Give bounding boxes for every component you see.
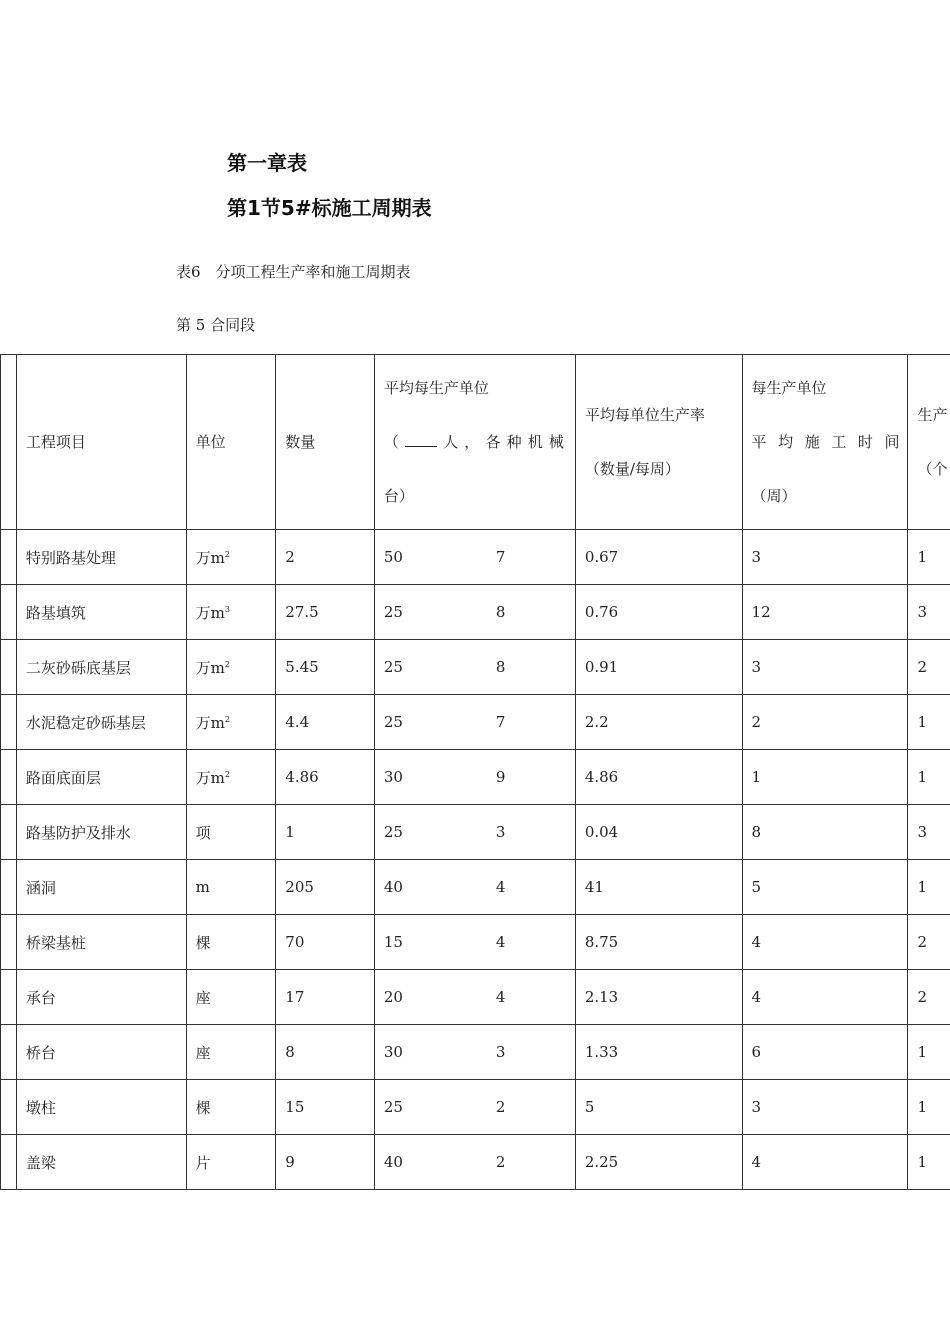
cell-last: 3 xyxy=(908,585,950,640)
stub-cell xyxy=(1,640,17,695)
header-quantity: 数量 xyxy=(276,355,375,530)
cell-unit xyxy=(186,915,276,970)
unit-text: 万m xyxy=(195,548,225,567)
cell-weeks: 5 xyxy=(742,860,908,915)
cell-people-machines xyxy=(374,695,575,750)
cell-item: 水泥稳定砂砾基层 xyxy=(16,695,186,750)
cell-quantity: 2 xyxy=(276,530,375,585)
stub-cell xyxy=(1,695,17,750)
unit-text: 座 xyxy=(195,988,211,1007)
unit-text: 座 xyxy=(195,1043,211,1062)
machine-count: 8 xyxy=(495,603,506,621)
header-time-line1: 每生产单位 xyxy=(751,379,827,397)
table-row xyxy=(1,915,950,970)
cell-unit xyxy=(186,1025,276,1080)
chapter-title: 第一章表 xyxy=(227,151,307,175)
people-count: 25 xyxy=(383,1098,403,1116)
machine-count: 7 xyxy=(495,713,506,731)
unit-superscript: 2 xyxy=(224,659,230,669)
cell-quantity: 17 xyxy=(276,970,375,1025)
cell-unit xyxy=(186,530,276,585)
unit-text: 片 xyxy=(195,1153,211,1172)
table-row xyxy=(1,640,950,695)
machine-count: 4 xyxy=(495,988,506,1006)
table-row xyxy=(1,1080,950,1135)
cell-item: 桥台 xyxy=(16,1025,186,1080)
cell-unit xyxy=(186,1135,276,1190)
cell-weeks: 6 xyxy=(742,1025,908,1080)
people-count: 20 xyxy=(383,988,403,1006)
cell-rate: 0.67 xyxy=(575,530,742,585)
cell-item: 涵洞 xyxy=(16,860,186,915)
header-last-line1: 生产 xyxy=(917,406,948,424)
cell-last: 1 xyxy=(908,1135,950,1190)
cell-weeks: 4 xyxy=(742,1135,908,1190)
cell-unit xyxy=(186,585,276,640)
people-count: 25 xyxy=(383,823,403,841)
cell-unit xyxy=(186,970,276,1025)
cell-item: 盖梁 xyxy=(16,1135,186,1190)
unit-text: 项 xyxy=(195,823,211,842)
people-count: 15 xyxy=(383,933,403,951)
cell-item: 路面底面层 xyxy=(16,750,186,805)
unit-text: 万m xyxy=(195,603,225,622)
cell-weeks: 4 xyxy=(742,970,908,1025)
header-time-line2: 平均施工时间 xyxy=(751,433,900,451)
header-item: 工程项目 xyxy=(16,355,186,530)
section-title: 第1节5#标施工周期表 xyxy=(227,196,432,220)
cell-people-machines xyxy=(374,1080,575,1135)
unit-text: 棵 xyxy=(195,1098,211,1117)
cell-rate: 4.86 xyxy=(575,750,742,805)
unit-superscript: 2 xyxy=(224,714,230,724)
unit-text: 棵 xyxy=(195,933,211,952)
cell-quantity: 5.45 xyxy=(276,640,375,695)
cell-unit xyxy=(186,750,276,805)
cell-rate: 0.91 xyxy=(575,640,742,695)
cell-last: 1 xyxy=(908,530,950,585)
people-count: 30 xyxy=(383,1043,403,1061)
unit-superscript: 3 xyxy=(224,604,230,614)
cell-last: 3 xyxy=(908,805,950,860)
people-count: 25 xyxy=(383,658,403,676)
cell-last: 2 xyxy=(908,915,950,970)
contract-section-label: 第 5 合同段 xyxy=(176,316,256,334)
cell-weeks: 3 xyxy=(742,640,908,695)
header-unit: 单位 xyxy=(186,355,276,530)
table-row xyxy=(1,750,950,805)
cell-weeks: 3 xyxy=(742,1080,908,1135)
unit-superscript: 2 xyxy=(224,549,230,559)
cell-rate: 0.76 xyxy=(575,585,742,640)
cell-weeks: 8 xyxy=(742,805,908,860)
cell-last: 1 xyxy=(908,1025,950,1080)
table-header-row xyxy=(1,355,950,530)
cell-people-machines xyxy=(374,915,575,970)
cell-item: 桥梁基桩 xyxy=(16,915,186,970)
stub-cell xyxy=(1,355,17,530)
cell-rate: 1.33 xyxy=(575,1025,742,1080)
cell-weeks: 3 xyxy=(742,530,908,585)
cell-quantity: 70 xyxy=(276,915,375,970)
stub-cell xyxy=(1,750,17,805)
cell-unit xyxy=(186,1080,276,1135)
cell-weeks: 4 xyxy=(742,915,908,970)
cell-quantity: 27.5 xyxy=(276,585,375,640)
cell-last: 2 xyxy=(908,970,950,1025)
table-caption: 表6 分项工程生产率和施工周期表 xyxy=(176,263,411,281)
header-avg-unit xyxy=(374,355,575,530)
stub-cell xyxy=(1,530,17,585)
header-last xyxy=(908,355,950,530)
cell-rate: 0.04 xyxy=(575,805,742,860)
cell-last: 1 xyxy=(908,1080,950,1135)
cell-weeks: 1 xyxy=(742,750,908,805)
header-time-line3: （周） xyxy=(751,487,797,505)
cell-people-machines xyxy=(374,1025,575,1080)
table-row xyxy=(1,805,950,860)
machine-count: 2 xyxy=(495,1153,506,1171)
machine-count: 4 xyxy=(495,878,506,896)
cell-weeks: 2 xyxy=(742,695,908,750)
stub-cell xyxy=(1,970,17,1025)
people-count: 50 xyxy=(383,548,403,566)
cell-last: 1 xyxy=(908,695,950,750)
cell-last: 2 xyxy=(908,640,950,695)
cell-people-machines xyxy=(374,750,575,805)
people-count: 25 xyxy=(383,603,403,621)
cell-quantity: 8 xyxy=(276,1025,375,1080)
unit-text: 万m xyxy=(195,658,225,677)
machine-count: 8 xyxy=(495,658,506,676)
cell-item: 路基填筑 xyxy=(16,585,186,640)
machine-count: 3 xyxy=(495,1043,506,1061)
header-avg-unit-line3: 台） xyxy=(383,487,414,505)
cell-people-machines xyxy=(374,1135,575,1190)
cell-quantity: 9 xyxy=(276,1135,375,1190)
cell-unit xyxy=(186,695,276,750)
cell-item: 二灰砂砾底基层 xyxy=(16,640,186,695)
stub-cell xyxy=(1,1135,17,1190)
cell-people-machines xyxy=(374,860,575,915)
cell-rate: 2.13 xyxy=(575,970,742,1025)
cell-rate: 2.25 xyxy=(575,1135,742,1190)
unit-text: m xyxy=(195,878,210,896)
cell-quantity: 205 xyxy=(276,860,375,915)
cell-rate: 8.75 xyxy=(575,915,742,970)
people-count: 25 xyxy=(383,713,403,731)
machine-count: 9 xyxy=(495,768,506,786)
header-last-line2: （个 xyxy=(917,460,948,478)
people-count: 40 xyxy=(383,878,403,896)
header-rate xyxy=(575,355,742,530)
header-avg-unit-line1: 平均每生产单位 xyxy=(383,379,489,397)
unit-text: 万m xyxy=(195,713,225,732)
cell-people-machines xyxy=(374,530,575,585)
cell-last: 1 xyxy=(908,860,950,915)
header-avg-unit-line2: （ 人，各种机械 xyxy=(383,433,564,451)
stub-cell xyxy=(1,805,17,860)
people-count: 30 xyxy=(383,768,403,786)
header-rate-line2: （数量/每周） xyxy=(584,460,680,478)
stub-cell xyxy=(1,1080,17,1135)
unit-superscript: 2 xyxy=(224,769,230,779)
unit-text: 万m xyxy=(195,768,225,787)
cell-quantity: 4.86 xyxy=(276,750,375,805)
header-time xyxy=(742,355,908,530)
machine-count: 7 xyxy=(495,548,506,566)
cell-people-machines xyxy=(374,640,575,695)
table-row xyxy=(1,860,950,915)
cell-item: 墩柱 xyxy=(16,1080,186,1135)
cell-quantity: 1 xyxy=(276,805,375,860)
cell-item: 路基防护及排水 xyxy=(16,805,186,860)
machine-count: 4 xyxy=(495,933,506,951)
table-row xyxy=(1,530,950,585)
cell-rate: 41 xyxy=(575,860,742,915)
cell-unit xyxy=(186,860,276,915)
machine-count: 3 xyxy=(495,823,506,841)
table-row xyxy=(1,695,950,750)
stub-cell xyxy=(1,585,17,640)
table-row xyxy=(1,1025,950,1080)
cell-rate: 2.2 xyxy=(575,695,742,750)
table-row xyxy=(1,585,950,640)
people-count: 40 xyxy=(383,1153,403,1171)
cell-last: 1 xyxy=(908,750,950,805)
cell-people-machines xyxy=(374,970,575,1025)
stub-cell xyxy=(1,915,17,970)
machine-count: 2 xyxy=(495,1098,506,1116)
header-rate-line1: 平均每单位生产率 xyxy=(584,406,705,424)
cell-unit xyxy=(186,640,276,695)
cell-rate: 5 xyxy=(575,1080,742,1135)
cell-weeks: 12 xyxy=(742,585,908,640)
cell-item: 承台 xyxy=(16,970,186,1025)
cell-people-machines xyxy=(374,805,575,860)
stub-cell xyxy=(1,860,17,915)
cell-item: 特别路基处理 xyxy=(16,530,186,585)
cell-quantity: 15 xyxy=(276,1080,375,1135)
stub-cell xyxy=(1,1025,17,1080)
cell-quantity: 4.4 xyxy=(276,695,375,750)
table-row xyxy=(1,970,950,1025)
production-schedule-table xyxy=(0,354,950,1190)
table-row xyxy=(1,1135,950,1190)
cell-people-machines xyxy=(374,585,575,640)
cell-unit xyxy=(186,805,276,860)
